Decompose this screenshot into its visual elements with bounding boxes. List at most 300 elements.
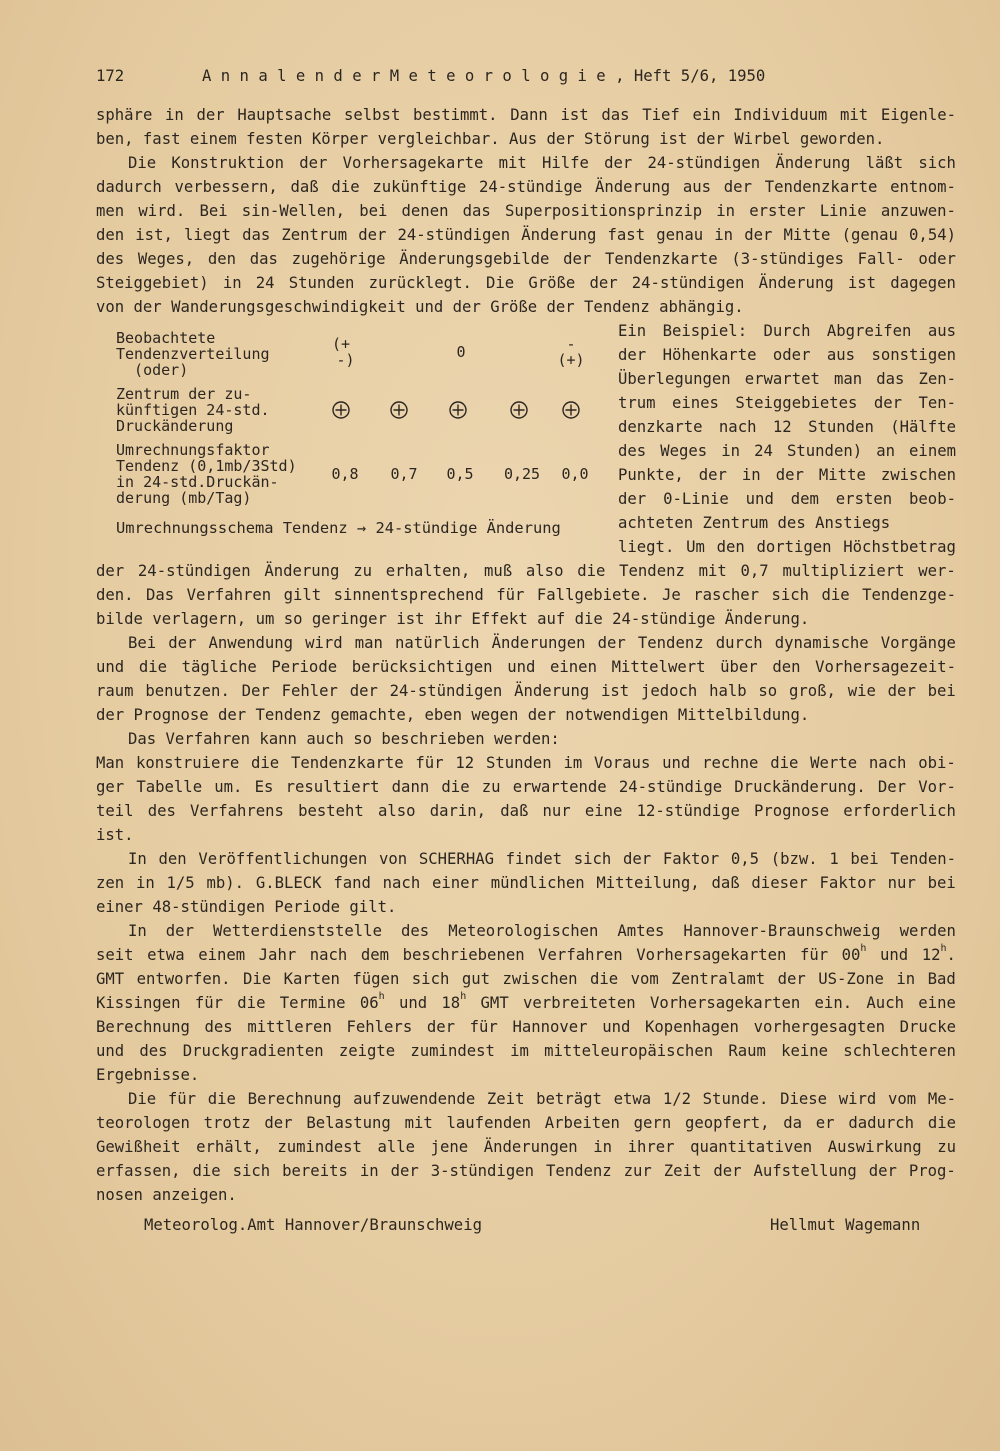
- circle-plus-icon: [510, 401, 528, 419]
- word: ihr: [433, 610, 463, 628]
- word: beob-: [909, 490, 956, 508]
- word: durch: [715, 634, 763, 652]
- word: Zentrum: [281, 226, 348, 244]
- word: der: [868, 1162, 897, 1180]
- word: ben,: [96, 130, 134, 148]
- text-line: [96, 271, 956, 295]
- text-line: [96, 967, 956, 991]
- word: in: [135, 874, 155, 892]
- word: Änderung: [775, 154, 851, 172]
- word: Änderungsgebilde: [399, 250, 550, 268]
- word: Fallgebiete.: [536, 586, 650, 604]
- word: Druckgradienten: [182, 1042, 324, 1060]
- word: beschrieben: [381, 730, 485, 748]
- circle-plus-icon: [562, 401, 580, 419]
- word: die: [821, 586, 850, 604]
- text-line: [96, 823, 956, 847]
- word: das: [462, 202, 491, 220]
- word: dem: [360, 946, 390, 964]
- word: der: [546, 130, 575, 148]
- text-line: [96, 655, 956, 679]
- word: 48-stündigen: [152, 898, 265, 916]
- word: Mittelwert: [611, 658, 706, 676]
- word: Hilfe: [541, 154, 589, 172]
- word: Diese: [780, 1090, 828, 1108]
- word: Gewißheit: [96, 1138, 181, 1156]
- word: Vor-: [918, 778, 956, 796]
- word: fast: [607, 226, 646, 244]
- word: benutzen.: [145, 682, 230, 700]
- word: 24-stündigen: [647, 154, 761, 172]
- word: ist: [396, 610, 425, 628]
- word: der: [713, 1162, 742, 1180]
- word: Hauptsache: [237, 106, 332, 124]
- word: Individuum: [733, 106, 828, 124]
- table-cell: 0,8: [331, 465, 359, 483]
- word: Superpositionsprinzip: [504, 202, 703, 220]
- word: 18$^h$: [441, 990, 467, 1012]
- word: Änderung: [521, 226, 597, 244]
- word: mit: [840, 106, 869, 124]
- word: Aufstellung: [753, 1162, 857, 1180]
- word: an: [876, 442, 895, 460]
- word: im: [563, 754, 583, 772]
- word: Änderung: [595, 178, 671, 196]
- word: G.BLECK: [255, 874, 322, 892]
- text-line: [96, 1135, 956, 1159]
- word: teorologen: [96, 1114, 190, 1132]
- word: eines: [671, 394, 719, 412]
- word: Aus: [508, 130, 538, 148]
- word: denzkarte: [618, 418, 703, 436]
- word: einem: [198, 946, 246, 964]
- word: zumindest: [410, 1042, 495, 1060]
- word: Termine: [279, 994, 346, 1012]
- word: ersten: [835, 490, 893, 508]
- table-cell: 0,7: [390, 465, 418, 483]
- word: für: [469, 1018, 498, 1036]
- word: Dann: [510, 106, 548, 124]
- word: Tenden-: [890, 850, 956, 868]
- word: Prog-: [908, 1162, 956, 1180]
- text-line: [618, 319, 956, 343]
- word: den: [772, 658, 801, 676]
- text-line: [618, 511, 956, 535]
- word: der: [426, 1018, 456, 1036]
- word: Fehler: [281, 682, 338, 700]
- word: Höchstbetrag: [843, 538, 956, 556]
- word: trum: [618, 394, 656, 412]
- text-line: [96, 295, 956, 319]
- word: Körper: [311, 130, 369, 148]
- page-number: 172: [96, 67, 125, 85]
- word: kann: [259, 730, 297, 748]
- word: 06$^h$: [359, 990, 385, 1012]
- word: 0,54): [909, 226, 956, 244]
- word: Belastung: [306, 1114, 391, 1132]
- word: halb: [709, 682, 747, 700]
- word: der: [168, 634, 197, 652]
- word: der: [604, 154, 633, 172]
- word: nur: [542, 802, 571, 820]
- word: wird.: [138, 202, 186, 220]
- text-line: [96, 199, 956, 223]
- word: 12$^h$.: [921, 942, 956, 964]
- word: Fehlers: [346, 1018, 413, 1036]
- word: des: [147, 802, 176, 820]
- word: gut: [461, 970, 490, 988]
- word: Me-: [927, 1090, 956, 1108]
- word: mittleren: [247, 1018, 332, 1036]
- word: einer: [432, 874, 479, 892]
- text-line: [96, 559, 956, 583]
- word: Mitte: [818, 466, 866, 484]
- author-affiliation: Meteorolog.Amt Hannover/Braunschweig: [144, 1216, 482, 1234]
- word: 0,5: [730, 850, 760, 868]
- word: ein.: [814, 994, 853, 1012]
- word: nach: [718, 418, 757, 436]
- word: achteten: [618, 514, 694, 532]
- word: daß: [500, 802, 529, 820]
- word: wegen: [471, 706, 519, 724]
- word: anzeigen.: [152, 1186, 237, 1204]
- word: Anstiegs: [815, 514, 891, 532]
- word: Periode: [274, 898, 341, 916]
- word: sin-Wellen,: [241, 202, 346, 220]
- word: Man: [96, 754, 125, 772]
- word: Meteorologischen: [448, 922, 599, 940]
- word: wie: [847, 682, 876, 700]
- word: der: [349, 682, 378, 700]
- word: SCHERHAG: [418, 850, 494, 868]
- word: der: [618, 490, 647, 508]
- word: besteht: [298, 802, 364, 820]
- word: Störung: [584, 130, 650, 148]
- text-line: [96, 679, 956, 703]
- word: das: [876, 370, 905, 388]
- word: um.: [214, 778, 243, 796]
- word: Änderung.: [724, 610, 810, 628]
- word: erster: [749, 202, 806, 220]
- text-line: [96, 583, 956, 607]
- word: mitteleuropäischen: [544, 1042, 714, 1060]
- word: Drucke: [899, 1018, 956, 1036]
- word: fand: [333, 874, 371, 892]
- text-line: [96, 1183, 956, 1207]
- word: Durch: [763, 322, 811, 340]
- word: vergleichbar.: [377, 130, 500, 148]
- word: nosen: [96, 1186, 143, 1204]
- word: der: [698, 466, 727, 484]
- word: Berechnung: [96, 1018, 190, 1036]
- word: einem: [909, 442, 956, 460]
- word: der: [622, 850, 652, 868]
- word: ist: [659, 130, 688, 148]
- text-line: [96, 751, 956, 775]
- word: dadurch: [848, 1114, 915, 1132]
- word: tägliche: [181, 658, 257, 676]
- word: des: [96, 250, 125, 268]
- word: der: [597, 634, 626, 652]
- table-cell: (+ -): [331, 335, 355, 369]
- word: obi-: [918, 754, 956, 772]
- word: schlechteren: [843, 1042, 956, 1060]
- word: nach: [868, 754, 907, 772]
- word: 24-stündigen: [631, 274, 745, 292]
- word: zugehörige: [291, 250, 386, 268]
- word: berücksichtigen: [351, 658, 493, 676]
- word: Zeit: [663, 1162, 702, 1180]
- word: beträgt: [536, 1090, 602, 1108]
- word: 1/5: [166, 874, 195, 892]
- word: ist,: [135, 226, 173, 244]
- word: er: [815, 1114, 835, 1132]
- word: dieser: [751, 874, 808, 892]
- text-line: [96, 103, 956, 127]
- word: 00$^h$: [841, 942, 867, 964]
- word: Prognose: [754, 802, 830, 820]
- word: Berechnung: [247, 1090, 342, 1108]
- word: man: [833, 370, 863, 388]
- word: zeigte: [338, 1042, 396, 1060]
- word: (bzw.: [770, 850, 818, 868]
- word: die: [138, 658, 167, 676]
- word: jene: [430, 1138, 469, 1156]
- word: 1/2: [662, 1090, 691, 1108]
- word: und: [602, 1018, 631, 1036]
- word: der: [133, 298, 162, 316]
- text-line: [618, 391, 956, 415]
- word: Beispiel:: [662, 322, 748, 340]
- word: der: [527, 706, 556, 724]
- word: 24-stündigen: [397, 226, 511, 244]
- word: in: [741, 466, 761, 484]
- text-line: [96, 943, 956, 967]
- word: 24-stündigen: [389, 682, 503, 700]
- circle-plus-icon: [390, 401, 408, 419]
- word: dann: [391, 778, 430, 796]
- word: der: [744, 226, 773, 244]
- word: Tief: [642, 106, 680, 124]
- word: und: [415, 298, 444, 316]
- word: Arbeiten: [544, 1114, 620, 1132]
- word: verlagern,: [152, 610, 247, 628]
- word: entnom-: [890, 178, 956, 196]
- word: Faktor: [819, 874, 876, 892]
- word: Tendenz: [545, 1162, 612, 1180]
- word: Kissingen: [96, 994, 181, 1012]
- word: in: [716, 202, 736, 220]
- word: dortigen: [756, 538, 832, 556]
- word: in: [593, 1138, 612, 1156]
- text-line: [618, 367, 956, 391]
- word: mit: [498, 154, 527, 172]
- word: die: [192, 1162, 221, 1180]
- word: Weges: [660, 442, 708, 460]
- word: Raum: [728, 1042, 766, 1060]
- word: Tendenzge-: [862, 586, 956, 604]
- word: den: [207, 250, 237, 268]
- word: seit: [96, 946, 134, 964]
- text-line: [96, 871, 956, 895]
- text-line: [128, 727, 956, 751]
- word: von: [379, 850, 408, 868]
- word: sich: [771, 586, 809, 604]
- word: Vorhersagekarten: [636, 946, 787, 964]
- word: nur: [887, 874, 916, 892]
- word: Zentrum: [702, 514, 769, 532]
- word: gemachte,: [330, 706, 416, 724]
- word: auf: [537, 610, 566, 628]
- word: liegt: [183, 226, 231, 244]
- word: In: [128, 850, 147, 868]
- word: Auswirkung: [827, 1138, 922, 1156]
- word: keine: [781, 1042, 829, 1060]
- word: Verfahren: [186, 586, 272, 604]
- word: Karten: [283, 970, 340, 988]
- word: Bei: [128, 634, 157, 652]
- word: Tendenzkarte: [764, 178, 878, 196]
- word: festen: [246, 130, 303, 148]
- word: quantitativen: [690, 1138, 813, 1156]
- word: Stunden: [808, 418, 874, 436]
- word: des: [401, 922, 430, 940]
- word: Tendenz: [255, 706, 322, 724]
- word: 3-stündigen: [430, 1162, 534, 1180]
- word: nach: [382, 874, 421, 892]
- word: und: [745, 490, 774, 508]
- word: Stunden: [288, 274, 355, 292]
- word: man: [354, 634, 383, 652]
- word: für: [415, 754, 444, 772]
- word: oder: [918, 250, 956, 268]
- word: Stunden: [485, 754, 552, 772]
- word: verbessern,: [174, 178, 278, 196]
- word: und: [398, 994, 428, 1012]
- word: trotz: [203, 1114, 251, 1132]
- word: den.: [96, 586, 134, 604]
- word: werden:: [494, 730, 560, 748]
- word: Die: [486, 274, 515, 292]
- word: Das: [128, 730, 157, 748]
- word: genau: [656, 226, 704, 244]
- text-line: [128, 1087, 956, 1111]
- word: nach: [309, 946, 348, 964]
- word: erwartende: [512, 778, 607, 796]
- table-caption: Umrechnungsschema Tendenz → 24-stündige Änderung: [116, 519, 561, 537]
- word: 1: [829, 850, 839, 868]
- word: 24: [754, 442, 773, 460]
- word: Größe: [490, 298, 538, 316]
- text-line: [128, 631, 956, 655]
- word: 24-stündige: [612, 610, 716, 628]
- word: ger: [96, 778, 125, 796]
- word: daß: [290, 178, 319, 196]
- word: erfassen,: [96, 1162, 181, 1180]
- word: groß,: [788, 682, 836, 700]
- word: der: [196, 106, 225, 124]
- word: der: [452, 298, 481, 316]
- word: eine: [584, 802, 623, 820]
- word: die: [251, 754, 280, 772]
- word: erhalten,: [385, 562, 471, 580]
- word: der: [264, 1114, 293, 1132]
- word: Mitteilung,: [596, 874, 700, 892]
- word: des: [139, 1042, 168, 1060]
- word: sich: [232, 1162, 271, 1180]
- word: zen: [96, 874, 125, 892]
- word: also: [525, 562, 564, 580]
- text-line: [618, 343, 956, 367]
- word: gern: [633, 1114, 672, 1132]
- word: in: [896, 970, 916, 988]
- word: oder: [772, 346, 811, 364]
- text-line: [96, 1111, 956, 1135]
- word: in: [222, 274, 242, 292]
- word: der: [777, 970, 806, 988]
- text-line: [618, 463, 956, 487]
- word: die: [770, 754, 799, 772]
- word: notwendigen: [565, 706, 669, 724]
- word: wird: [305, 634, 343, 652]
- word: bereits: [282, 1162, 348, 1180]
- word: Stunden): [787, 442, 863, 460]
- word: geopfert,: [684, 1114, 770, 1132]
- word: Tendenzkarte: [604, 250, 718, 268]
- word: Prognose: [133, 706, 209, 724]
- word: fügen: [352, 970, 400, 988]
- word: erhält,: [196, 1138, 262, 1156]
- word: geringer: [311, 610, 387, 628]
- word: in: [359, 1162, 379, 1180]
- running-title: A n n a l e n d e r M e t e o r o l o g i e , Heft 5/6, 1950: [202, 67, 766, 85]
- word: etwa: [613, 1090, 652, 1108]
- table-cell: 0: [456, 343, 466, 361]
- word: Linie: [819, 202, 867, 220]
- word: Ergebnisse.: [96, 1066, 200, 1084]
- word: ist: [560, 106, 589, 124]
- word: Steiggebiet): [96, 274, 209, 292]
- table-row-label-2: Zentrum der zu- künftigen 24-std. Druckänderung: [116, 385, 270, 435]
- word: der: [299, 154, 328, 172]
- word: Größe: [528, 274, 576, 292]
- word: Änderung: [514, 682, 590, 700]
- word: der: [563, 250, 592, 268]
- word: zu: [353, 562, 372, 580]
- word: Amtes: [617, 922, 665, 940]
- author-name: Hellmut Wagemann: [770, 1216, 921, 1234]
- word: das: [242, 226, 271, 244]
- word: bei: [359, 202, 388, 220]
- word: Verfahren: [538, 946, 623, 964]
- word: die: [577, 562, 606, 580]
- word: so: [283, 610, 303, 628]
- word: für: [799, 946, 829, 964]
- word: im: [510, 1042, 529, 1060]
- word: Voraus: [594, 754, 651, 772]
- word: Eigenle-: [880, 106, 956, 124]
- word: Wetterdienststelle: [212, 922, 382, 940]
- word: und: [96, 1042, 125, 1060]
- text-line: [128, 847, 956, 871]
- word: (genau: [841, 226, 898, 244]
- word: In: [128, 922, 147, 940]
- text-line: [96, 1039, 956, 1063]
- text-line: [96, 1159, 956, 1183]
- word: Die: [128, 1090, 157, 1108]
- word: Tendenz: [619, 562, 685, 580]
- word: Ein: [618, 322, 647, 340]
